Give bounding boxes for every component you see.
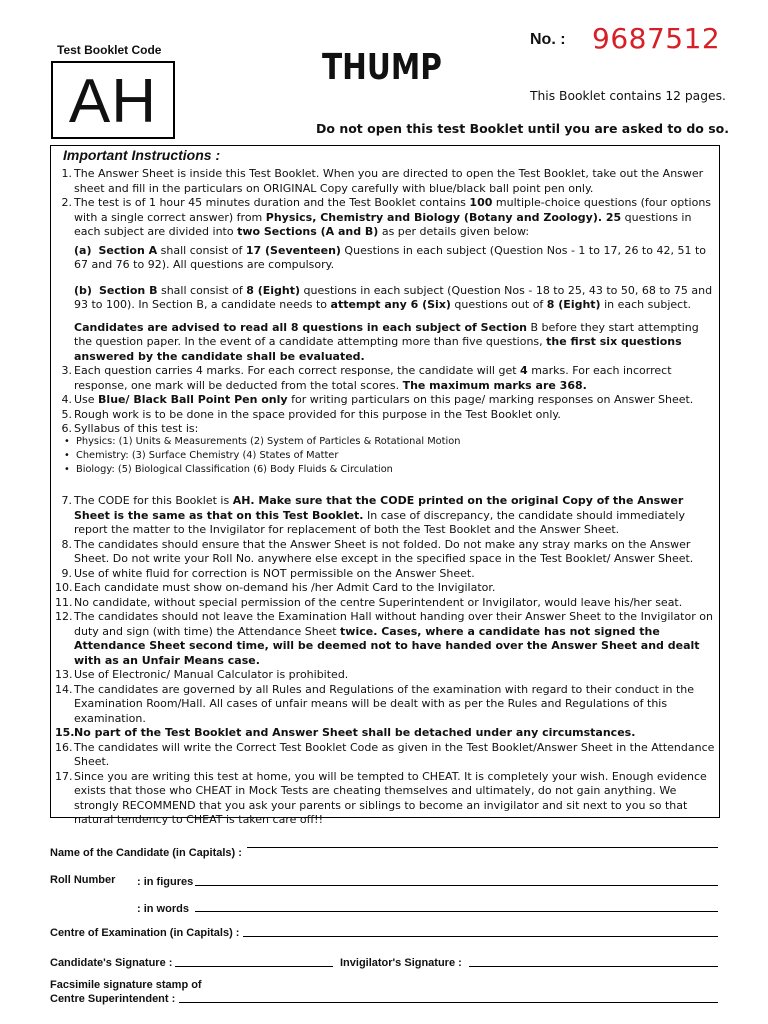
instruction-11: 11. No candidate, without special permission of the centre Superintendent or Invigilator, would leave his/her seat. xyxy=(55,595,683,609)
syllabus-biology: • Biology: (5) Biological Classification (6) Body Fluids & Circulation xyxy=(64,464,393,475)
page-count-note: This Booklet contains 12 pages. xyxy=(530,89,726,103)
instruction-14: 14. The candidates are governed by all Rules and Regulations of the examination with regard to their conduct in the Examination Room/Hall. All cases of unfair means will be dealt with as per the Rules and Regulations of this examination. xyxy=(55,682,695,725)
instruction-13: 13. Use of Electronic/ Manual Calculator is prohibited. xyxy=(55,668,349,681)
test-title: THUMP xyxy=(322,47,442,88)
instruction-3: 3. Each question carries 4 marks. For each correct response, the candidate will get 4 marks. For each incorrect response, one mark will be deducted from the total scores. The maximum marks are 368. xyxy=(61,364,672,392)
roll-number-label: Roll Number xyxy=(50,874,116,886)
candidate-signature-field[interactable] xyxy=(175,966,333,967)
section-b-rule: (b) Section B shall consist of 8 (Eight) questions in each subject (Question Nos - 18 to 25, 43 to 50, 68 to 75 and 93 to 100). In Section B, a candidate needs to attempt any 6 (Six) questions out of 8 (Eight) in each subject. xyxy=(74,283,713,311)
booklet-code-box xyxy=(51,61,175,139)
invigilator-signature-field[interactable] xyxy=(469,966,718,967)
stamp-label-line-2: Centre Superintendent : xyxy=(50,993,176,1005)
candidate-name-label: Name of the Candidate (in Capitals) : xyxy=(50,847,242,859)
candidate-signature-label: Candidate's Signature : xyxy=(50,957,173,969)
instruction-15: 15. No part of the Test Booklet and Answer Sheet shall be detached under any circumstances. xyxy=(55,726,636,739)
instruction-4: 4. Use Blue/ Black Ball Point Pen only for writing particulars on this page/ marking responses on Answer Sheet. xyxy=(61,393,694,406)
exam-centre-label: Centre of Examination (in Capitals) : xyxy=(50,927,240,939)
instruction-7: 7. The CODE for this Booklet is AH. Make sure that the CODE printed on the original Copy of the Answer Sheet is the same as that on this Test Booklet. In case of discrepancy, the candidate should immediately report the matter to the Invigilator for replacement of both the Test Booklet and the Answer Sheet. xyxy=(61,494,685,536)
section-a-rule: (a) Section A shall consist of 17 (Seventeen) Questions in each subject (Question Nos - 1 to 17, 26 to 42, 51 to 67 and 76 to 92). All questions are compulsory. xyxy=(74,243,706,271)
instruction-17: 17. Since you are writing this test at home, you will be tempted to CHEAT. It is completely your wish. Enough evidence exists that those who CHEAT in Mock Tests are cheating themselves and ultimately, do not gain anything. We strongly RECOMMEND that you ask your parents or siblings to become an invigilator and sit next to you so that natural tendency to CHEAT is taken care off!! xyxy=(55,769,707,826)
instruction-8: 8. The candidates should ensure that the Answer Sheet is not folded. Do not make any stray marks on the Answer Sheet. Do not write your Roll No. anywhere else except in the specified space in the Test Booklet/ Answer Sheet. xyxy=(61,537,694,565)
instructions-list-bottom xyxy=(55,494,715,828)
do-not-open-warning: Do not open this test Booklet until you are asked to do so. xyxy=(316,121,729,136)
instruction-5: 5. Rough work is to be done in the space provided for this purpose in the Test Booklet only. xyxy=(61,407,561,421)
instruction-9: 9. Use of white fluid for correction is NOT permissible on the Answer Sheet. xyxy=(61,566,475,580)
test-booklet-code-label: Test Booklet Code xyxy=(57,43,162,57)
exam-centre-field[interactable] xyxy=(243,936,718,937)
syllabus-chemistry: • Chemistry: (3) Surface Chemistry (4) States of Matter xyxy=(64,450,339,461)
section-advice: Candidates are advised to read all 8 questions in each subject of Section B before they start attempting the question paper. In the event of a candidate attempting more than five questions, the first six questions answered by the candidate shall be evaluated. xyxy=(74,320,699,363)
booklet-number: 9687512 xyxy=(592,22,721,55)
instructions-list-top xyxy=(55,167,715,437)
roll-figures-field[interactable] xyxy=(195,885,718,886)
roll-figures-label: : in figures xyxy=(137,876,194,888)
instruction-1: 1. The Answer Sheet is inside this Test Booklet. When you are directed to open the Test Booklet, take out the Answer sheet and fill in the particulars on ORIGINAL Copy carefully with blue/black ball point pen only. xyxy=(61,167,704,195)
booklet-number-label: No. : xyxy=(530,31,566,48)
instructions-title: Important Instructions : xyxy=(63,147,221,163)
instruction-12: 12. The candidates should not leave the Examination Hall without handing over their Answer Sheet to the Invigilator on duty and sign (with time) the Attendance Sheet twice. Cases, where a candidate has not signed the Attendance Sheet second time, will be deemed not to have handed over the Answer Sheet and dealt with as an Unfair Means case. xyxy=(55,610,713,667)
candidate-name-field[interactable] xyxy=(247,847,718,848)
invigilator-signature-label: Invigilator's Signature : xyxy=(340,957,462,969)
superintendent-stamp-field[interactable] xyxy=(179,1002,718,1003)
instruction-16: 16. The candidates will write the Correct Test Booklet Code as given in the Test Booklet/Answer Sheet in the Attendance Sheet. xyxy=(55,740,715,768)
instruction-2: 2. The test is of 1 hour 45 minutes duration and the Test Booklet contains 100 multiple-choice questions (four options with a single correct answer) from Physics, Chemistry and Biology (Botany and Zoology). 25 questions in each subject are divided into two Sections (A and B) as per details given below: xyxy=(61,196,712,238)
instruction-10: 10. Each candidate must show on-demand his /her Admit Card to the Invigilator. xyxy=(55,581,496,594)
stamp-label-line-1: Facsimile signature stamp of xyxy=(50,979,202,991)
instruction-6: 6. Syllabus of this test is: xyxy=(61,422,199,435)
roll-words-field[interactable] xyxy=(195,911,718,912)
booklet-code: AH xyxy=(68,67,158,136)
syllabus-physics: • Physics: (1) Units & Measurements (2) System of Particles & Rotational Motion xyxy=(64,436,461,447)
roll-words-label: : in words xyxy=(137,903,189,915)
